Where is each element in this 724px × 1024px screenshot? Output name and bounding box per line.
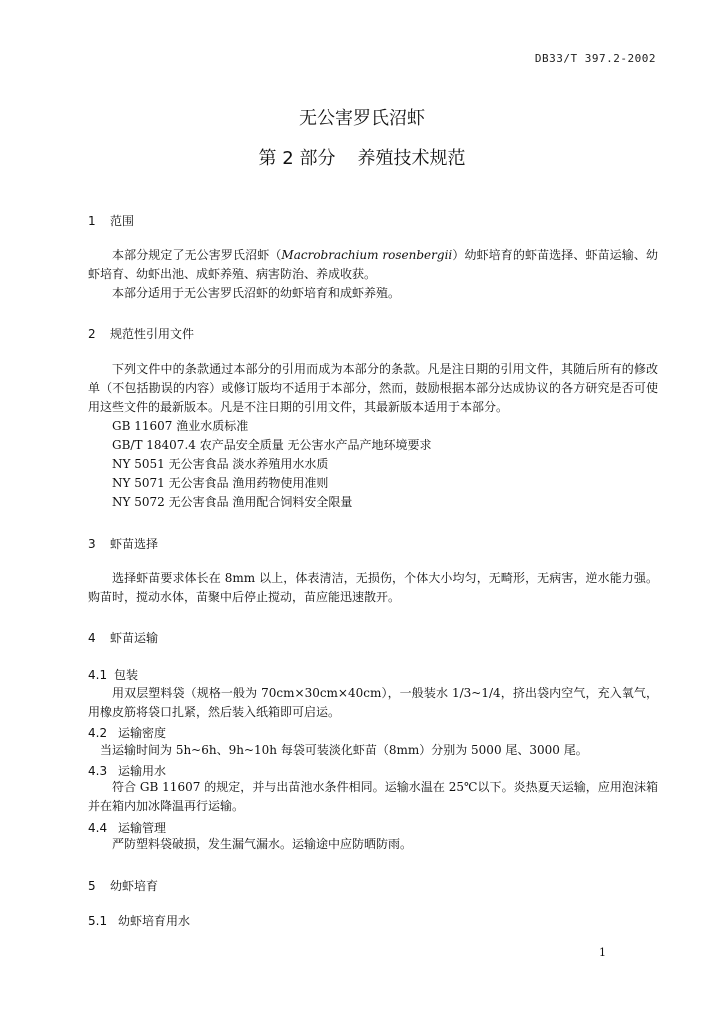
section-3-paragraph-1: 选择虾苗要求体长在 8mm 以上，体表清洁，无损伤，个体大小均匀，无畸形，无病害，逆水能力强。购苗时，搅动水体，苗聚中后停止搅动，苗应能迅速散开。 [88,571,658,604]
reference-item: GB/T 18407.4 农产品安全质量 无公害水产品产地环境要求 [112,438,432,452]
section-1-paragraph-1: 本部分规定了无公害罗氏沼虾（Macrobrachium rosenbergii）幼虾培育的虾苗选择、虾苗运输、幼虾培育、幼虾出池、成虾养殖、病害防治、养成收获。 [88,248,658,281]
document-title: 无公害罗氏沼虾 [299,108,425,129]
section-1-body [88,246,658,303]
section-2-body [88,360,658,417]
standard-code: DB33/T 397.2-2002 [534,52,656,65]
section-4-heading: 4 虾苗运输 [88,631,159,645]
document-subtitle [0,144,724,170]
part-label: 第 2 部分 [258,148,336,169]
subsection-5-1-heading: 5.1 幼虾培育用水 [88,914,191,928]
reference-item: GB 11607 渔业水质标准 [112,419,249,433]
section-5-heading: 5 幼虾培育 [88,879,159,893]
reference-list [112,417,432,512]
section-1-paragraph-2: 本部分适用于无公害罗氏沼虾的幼虾培育和成虾养殖。 [112,286,401,300]
section-1-heading: 1 范围 [88,214,135,228]
subsection-4-1-heading: 4.1 包装 [88,668,139,682]
subsection-4-4-body: 严防塑料袋破损，发生漏气漏水。运输途中应防晒防雨。 [112,837,413,851]
subsection-4-4-heading: 4.4 运输管理 [88,821,167,835]
section-3-heading: 3 虾苗选择 [88,537,159,551]
subsection-4-1-body: 用双层塑料袋（规格一般为 70cm×30cm×40cm），一般装水 1/3~1/4，挤出袋内空气，充入氧气，用橡皮筋将袋口扎紧，然后装入纸箱即可启运。 [88,686,658,719]
subsection-4-2-heading: 4.2 运输密度 [88,726,167,740]
section-2-paragraph-1: 下列文件中的条款通过本部分的引用而成为本部分的条款。凡是注日期的引用文件，其随后所有的修改单（不包括勘误的内容）或修订版均不适用于本部分，然而，鼓励根据本部分达成协议的各方研究是否可使用这些文件的最新版本。凡是不注日期的引用文件，其最新版本适用于本部分。 [88,362,658,414]
subsection-4-3-body: 符合 GB 11607 的规定，并与出苗池水条件相同。运输水温在 25℃以下。炎热夏天运输，应用泡沫箱并在箱内加冰降温再行运输。 [88,780,658,813]
reference-item: NY 5051 无公害食品 淡水养殖用水水质 [112,457,329,471]
subsection-4-2-body: 当运输时间为 5h~6h、9h~10h 每袋可装淡化虾苗（8mm）分别为 5000 尾、3000 尾。 [100,743,588,757]
reference-item: NY 5071 无公害食品 渔用药物使用准则 [112,476,329,490]
section-2-heading: 2 规范性引用文件 [88,327,195,341]
subtitle-label: 养殖技术规范 [357,148,466,169]
page-number: 1 [599,946,606,959]
reference-item: NY 5072 无公害食品 渔用配合饲料安全限量 [112,495,353,509]
section-3-body [88,569,658,607]
subsection-4-3-heading: 4.3 运输用水 [88,764,167,778]
